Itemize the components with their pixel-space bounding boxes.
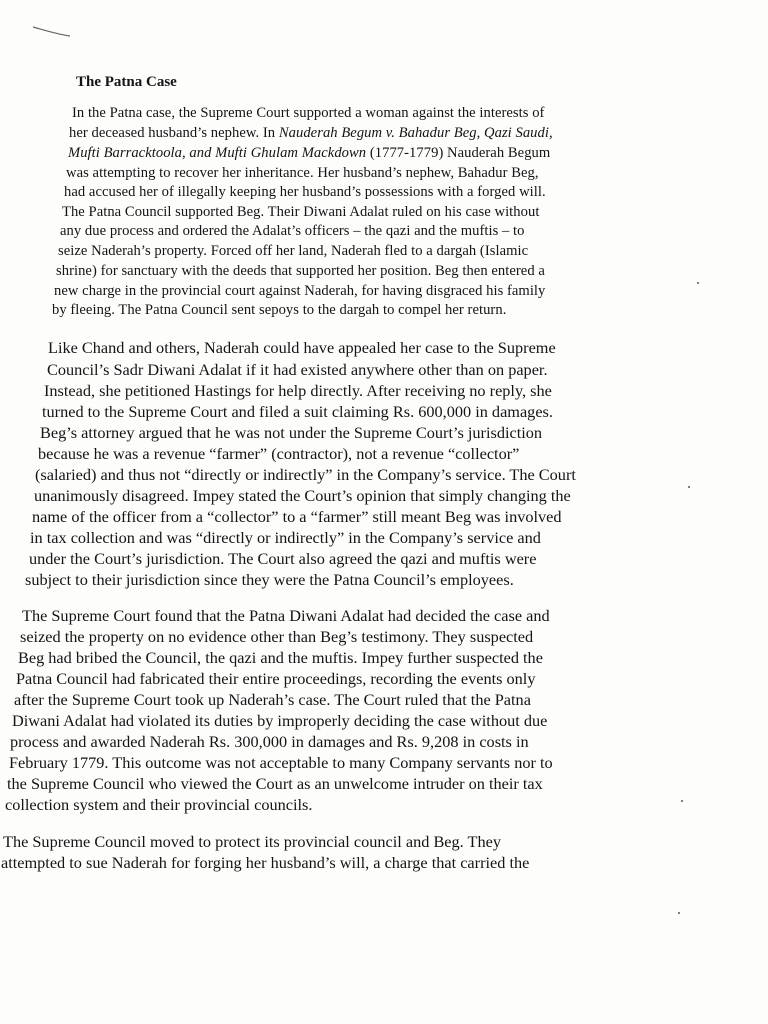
text-line: turned to the Supreme Court and filed a suit claiming Rs. 600,000 in damages. [42,402,553,421]
text-line: Mufti Barracktoola, and Mufti Ghulam Mackdown (1777-1779) Nauderah Begum [68,145,551,161]
text-line: In the Patna case, the Supreme Court supported a woman against the interests of [72,105,545,121]
text-line: under the Court’s jurisdiction. The Court also agreed the qazi and muftis were [29,549,537,568]
text-line: Beg had bribed the Council, the qazi and the muftis. Impey further suspected the [18,648,543,667]
text-line: the Supreme Council who viewed the Court as an unwelcome intruder on their tax [7,774,543,793]
text-line: collection system and their provincial councils. [5,795,313,814]
text-line: new charge in the provincial court against Naderah, for having disgraced his family [54,283,546,299]
text-line: The Patna Council supported Beg. Their Diwani Adalat ruled on his case without [62,204,540,220]
text-line: her deceased husband’s nephew. In Nauderah Begum v. Bahadur Beg, Qazi Saudi, [69,125,553,141]
text-line: attempted to sue Naderah for forging her husband’s will, a charge that carried the [1,853,530,872]
section-title: The Patna Case [76,74,177,90]
text-line: because he was a revenue “farmer” (contractor), not a revenue “collector” [38,444,520,463]
text-line: seized the property on no evidence other than Beg’s testimony. They suspected [20,627,534,646]
text-line: The Supreme Council moved to protect its provincial council and Beg. They [3,832,501,851]
text-line: (salaried) and thus not “directly or indirectly” in the Company’s service. The Court [35,465,576,484]
pen-mark [32,24,72,38]
scan-speck [688,486,690,488]
text-line: subject to their jurisdiction since they were the Patna Council’s employees. [25,570,514,589]
text-line: Like Chand and others, Naderah could have appealed her case to the Supreme [48,338,556,357]
case-name: Nauderah Begum v. Bahadur Beg, Qazi Saudi, [278,125,553,141]
text-line: seize Naderah’s property. Forced off her land, Naderah fled to a dargah (Islamic [58,243,529,259]
text-line: name of the officer from a “collector” to a “farmer” still meant Beg was involved [32,507,562,526]
scan-speck [678,912,680,914]
text-line: February 1779. This outcome was not acceptable to many Company servants nor to [9,753,553,772]
text-line: after the Supreme Court took up Naderah’s case. The Court ruled that the Patna [14,690,531,709]
text-line: Beg’s attorney argued that he was not under the Supreme Court’s jurisdiction [40,423,543,442]
text-line: unanimously disagreed. Impey stated the Court’s opinion that simply changing the [34,486,571,505]
text-line: Diwani Adalat had violated its duties by improperly deciding the case without due [12,711,548,730]
text-line: Instead, she petitioned Hastings for help directly. After receiving no reply, she [44,381,552,400]
text-line: was attempting to recover her inheritance. Her husband’s nephew, Bahadur Beg, [66,165,539,181]
case-name: Mufti Barracktoola, and Mufti Ghulam Mackdown [68,145,367,161]
text-line: any due process and ordered the Adalat’s officers – the qazi and the muftis – to [60,223,525,239]
text-line: Council’s Sadr Diwani Adalat if it had existed anywhere other than on paper. [47,360,548,379]
scan-speck [697,282,699,284]
text-line: The Supreme Court found that the Patna Diwani Adalat had decided the case and [22,606,550,625]
text-line: by fleeing. The Patna Council sent sepoys to the dargah to compel her return. [52,302,507,318]
text-line: process and awarded Naderah Rs. 300,000 in damages and Rs. 9,208 in costs in [10,732,529,751]
scan-speck [681,800,683,802]
text-line: in tax collection and was “directly or indirectly” in the Company’s service and [30,528,541,547]
text-line: Patna Council had fabricated their entire proceedings, recording the events only [16,669,536,688]
text-line: shrine) for sanctuary with the deeds that supported her position. Beg then entered a [56,263,545,279]
text-line: had accused her of illegally keeping her husband’s possessions with a forged will. [64,184,546,200]
